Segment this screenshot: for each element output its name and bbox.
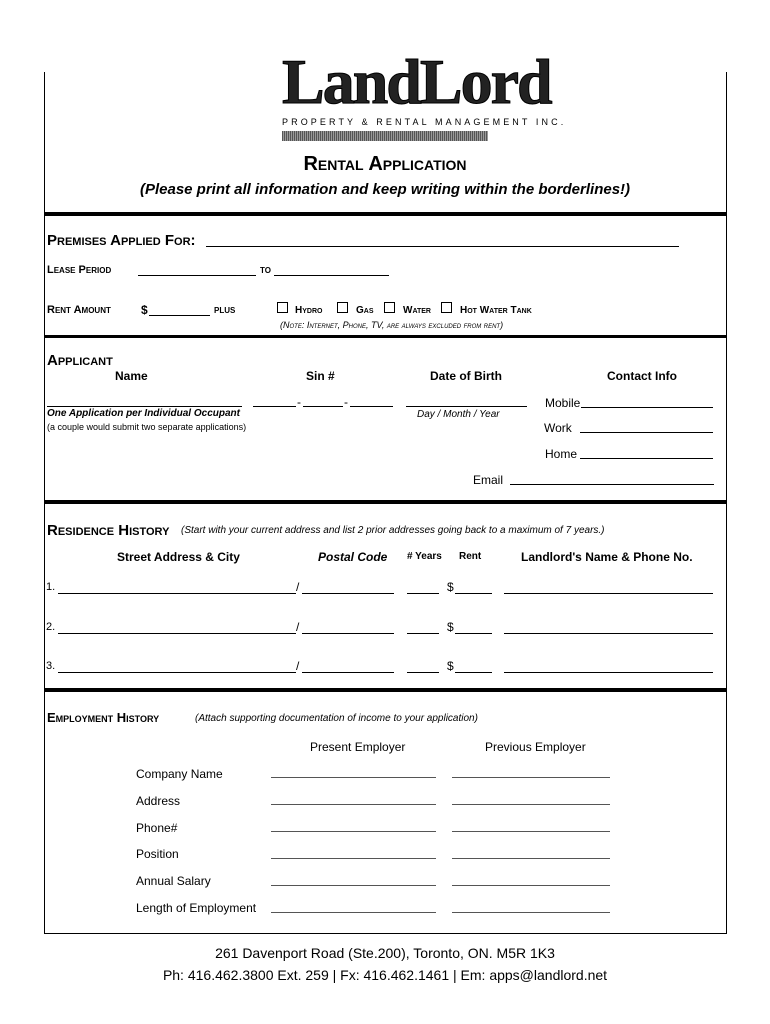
section-divider — [44, 335, 727, 338]
postal-slash: / — [296, 580, 300, 594]
postal-code-field[interactable] — [302, 672, 394, 673]
rent-amount-field[interactable] — [149, 315, 210, 316]
rent-dollar-sign: $ — [447, 620, 454, 634]
residence-row-number: 1. — [46, 581, 56, 593]
years-field[interactable] — [407, 633, 439, 634]
col-name: Name — [115, 369, 148, 383]
logo-tagline: PROPERTY & RENTAL MANAGEMENT INC. — [282, 117, 567, 127]
residence-heading: Residence History — [47, 522, 170, 539]
lease-to-label: to — [260, 264, 271, 276]
lease-start-field[interactable] — [138, 275, 256, 276]
previous-phone-field[interactable] — [452, 831, 610, 832]
residence-row-number: 2. — [46, 621, 56, 633]
phone-label: Phone# — [136, 821, 178, 835]
col-rent: Rent — [459, 551, 482, 562]
residence-note: (Start with your current address and list 2 prior addresses going back to a maximum of 7 years.) — [181, 525, 605, 536]
employment-note: (Attach supporting documentation of income to your application) — [195, 713, 478, 724]
address-label: Address — [136, 794, 181, 808]
present-phone-field[interactable] — [271, 831, 436, 832]
col-landlord: Landlord's Name & Phone No. — [521, 550, 693, 564]
landlord-field[interactable] — [504, 672, 713, 673]
employment-heading: Employment History — [47, 710, 160, 725]
present-company-field[interactable] — [271, 777, 436, 778]
lease-end-field[interactable] — [274, 275, 389, 276]
frame-bottom-border — [44, 933, 727, 934]
col-street-address: Street Address & City — [117, 550, 240, 564]
section-divider — [44, 212, 727, 216]
sin-dash: - — [344, 395, 348, 409]
col-postal-code: Postal Code — [318, 550, 388, 564]
page-title: Rental Application — [303, 153, 467, 175]
company-name-label: Company Name — [136, 767, 223, 781]
col-present-employer: Present Employer — [310, 740, 406, 754]
home-label: Home — [545, 447, 578, 461]
work-label: Work — [544, 421, 572, 435]
logo-underline — [282, 131, 488, 141]
postal-code-field[interactable] — [302, 633, 394, 634]
length-of-employment-label: Length of Employment — [136, 901, 257, 915]
rent-dollar-sign: $ — [141, 303, 148, 317]
rent-amount-label: Rent Amount — [47, 304, 111, 316]
section-divider — [44, 500, 727, 504]
present-length-field[interactable] — [271, 912, 436, 913]
gas-checkbox[interactable] — [337, 302, 348, 313]
water-checkbox[interactable] — [384, 302, 395, 313]
couple-note: (a couple would submit two separate applications) — [47, 422, 247, 432]
footer-contact: Ph: 416.462.3800 Ext. 259 | Fx: 416.462.1461 | Em: apps@landlord.net — [162, 967, 608, 983]
premises-field[interactable] — [206, 246, 679, 247]
applicant-heading: Applicant — [47, 352, 113, 369]
hot-water-tank-checkbox[interactable] — [441, 302, 452, 313]
name-field[interactable] — [47, 406, 242, 407]
logo-wordmark: LandLord — [282, 46, 551, 117]
col-contact: Contact Info — [607, 369, 677, 383]
rent-field[interactable] — [455, 672, 492, 673]
footer-address: 261 Davenport Road (Ste.200), Toronto, ON. M5R 1K3 — [215, 945, 555, 961]
previous-address-field[interactable] — [452, 804, 610, 805]
lease-period-label: Lease Period — [47, 264, 112, 276]
work-field[interactable] — [580, 432, 713, 433]
dob-format-hint: Day / Month / Year — [417, 409, 500, 420]
premises-label: Premises Applied For: — [47, 232, 196, 249]
years-field[interactable] — [407, 672, 439, 673]
street-address-field[interactable] — [58, 593, 296, 594]
landlord-field[interactable] — [504, 593, 713, 594]
present-position-field[interactable] — [271, 858, 436, 859]
utilities-note: (Note: Internet, Phone, TV, are always excluded from rent) — [280, 320, 504, 330]
annual-salary-label: Annual Salary — [136, 874, 211, 888]
email-field[interactable] — [510, 484, 714, 485]
sin-field-3[interactable] — [350, 406, 393, 407]
residence-row-number: 3. — [46, 660, 56, 672]
years-field[interactable] — [407, 593, 439, 594]
one-application-note: One Application per Individual Occupant — [47, 408, 240, 419]
rent-field[interactable] — [455, 593, 492, 594]
landlord-field[interactable] — [504, 633, 713, 634]
home-field[interactable] — [580, 458, 713, 459]
position-label: Position — [136, 847, 179, 861]
col-sin: Sin # — [306, 369, 335, 383]
page-subtitle: (Please print all information and keep writing within the borderlines!) — [139, 181, 631, 198]
previous-company-field[interactable] — [452, 777, 610, 778]
street-address-field[interactable] — [58, 633, 296, 634]
postal-slash: / — [296, 659, 300, 673]
postal-slash: / — [296, 620, 300, 634]
sin-field-1[interactable] — [253, 406, 296, 407]
col-previous-employer: Previous Employer — [485, 740, 586, 754]
rent-plus-label: plus — [214, 304, 236, 316]
dob-field[interactable] — [406, 406, 527, 407]
hot-water-tank-label: Hot Water Tank — [460, 305, 532, 316]
present-salary-field[interactable] — [271, 885, 436, 886]
col-years: # Years — [407, 551, 442, 562]
street-address-field[interactable] — [58, 672, 296, 673]
present-address-field[interactable] — [271, 804, 436, 805]
hydro-checkbox[interactable] — [277, 302, 288, 313]
mobile-field[interactable] — [581, 407, 713, 408]
gas-label: Gas — [356, 305, 374, 316]
sin-dash: - — [297, 395, 301, 409]
rent-field[interactable] — [455, 633, 492, 634]
hydro-label: Hydro — [295, 305, 323, 316]
email-label: Email — [473, 473, 504, 487]
previous-salary-field[interactable] — [452, 885, 610, 886]
section-divider — [44, 688, 727, 692]
previous-length-field[interactable] — [452, 912, 610, 913]
water-label: Water — [403, 305, 431, 316]
sin-field-2[interactable] — [303, 406, 343, 407]
previous-position-field[interactable] — [452, 858, 610, 859]
rent-dollar-sign: $ — [447, 580, 454, 594]
postal-code-field[interactable] — [302, 593, 394, 594]
col-dob: Date of Birth — [430, 369, 502, 383]
mobile-label: Mobile — [545, 396, 581, 410]
rent-dollar-sign: $ — [447, 659, 454, 673]
